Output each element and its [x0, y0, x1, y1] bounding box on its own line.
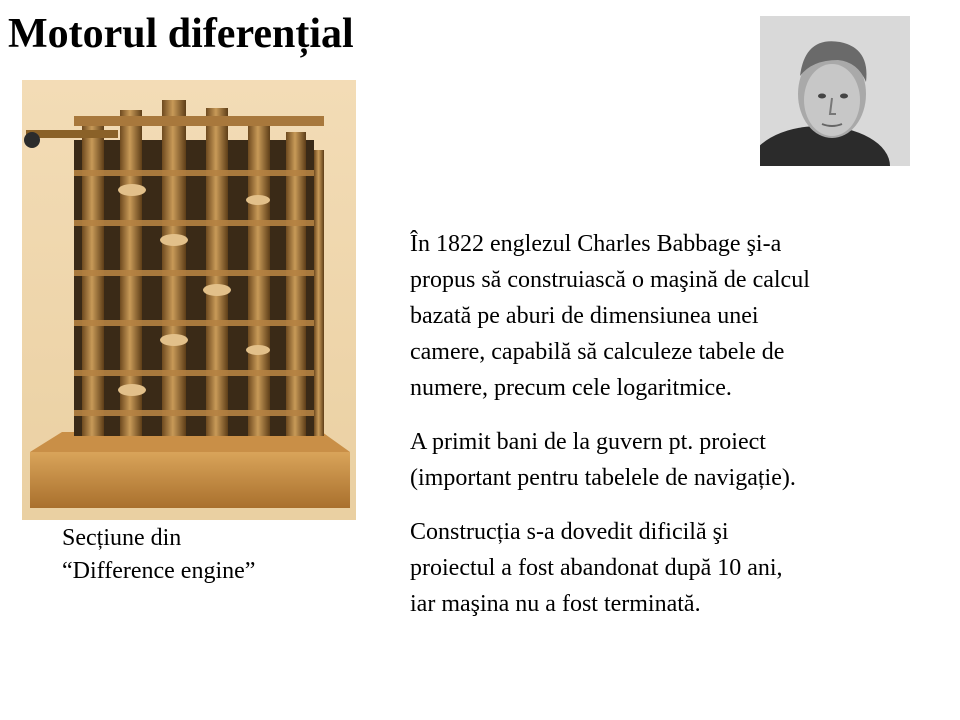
caption-line: Secțiune din	[62, 525, 182, 551]
caption-line: “Difference engine”	[62, 558, 256, 584]
paragraph-babbage-proposal	[410, 226, 950, 406]
text-line: bazată pe aburi de dimensiunea unei	[410, 303, 759, 329]
text-line: (important pentru tabelele de navigație).	[410, 465, 796, 491]
text-line: numere, precum cele logaritmice.	[410, 375, 732, 401]
paragraph-government-funding	[410, 424, 950, 496]
difference-engine-photo	[22, 80, 356, 520]
text-line: camere, capabilă să calculeze tabele de	[410, 339, 785, 365]
body-text	[410, 226, 950, 640]
text-line: A primit bani de la guvern pt. proiect	[410, 429, 766, 455]
text-line: propus să construiască o maşină de calcul	[410, 267, 810, 293]
text-line: Construcția s-a dovedit dificilă şi	[410, 519, 729, 545]
text-line: iar maşina nu a fost terminată.	[410, 591, 701, 617]
text-line: În 1822 englezul Charles Babbage şi-a	[410, 231, 782, 257]
paragraph-abandonment	[410, 514, 950, 622]
slide-title: Motorul diferențial	[8, 11, 354, 57]
photo-caption	[62, 522, 362, 588]
text-line: proiectul a fost abandonat după 10 ani,	[410, 555, 783, 581]
charles-babbage-portrait	[760, 16, 910, 166]
